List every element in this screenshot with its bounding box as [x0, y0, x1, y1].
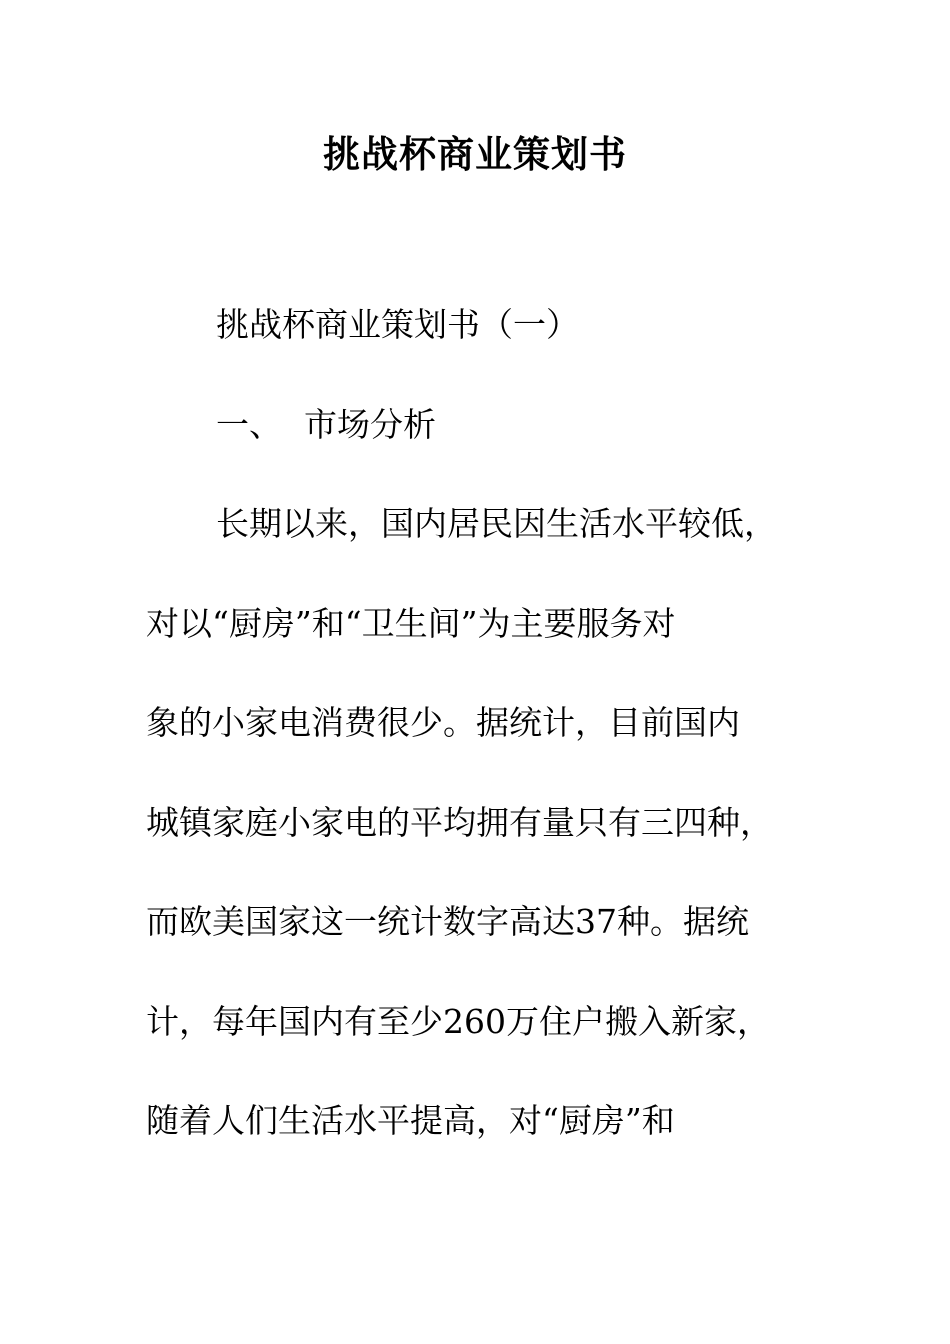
paragraph-line: 随着人们生活水平提高，对“厨房”和: [146, 1101, 675, 1140]
paragraph-line: 对以“厨房”和“卫生间”为主要服务对: [146, 604, 676, 643]
paragraph-line: 而欧美国家这一统计数字高达37种。据统: [146, 902, 749, 941]
paragraph-line: 长期以来，国内居民因生活水平较低，: [216, 504, 777, 543]
paragraph-line: 城镇家庭小家电的平均拥有量只有三四种，: [146, 803, 773, 842]
document-subtitle: 挑战杯商业策划书（一）: [216, 305, 579, 344]
section-heading-text: 市场分析: [304, 405, 436, 444]
section-heading: [216, 400, 436, 450]
paragraph-line: 计，每年国内有至少260万住户搬入新家，: [146, 1002, 770, 1041]
section-number: 一、: [216, 405, 282, 444]
paragraph-line: 象的小家电消费很少。据统计，目前国内: [146, 703, 740, 742]
document-title: 挑战杯商业策划书: [323, 132, 627, 176]
